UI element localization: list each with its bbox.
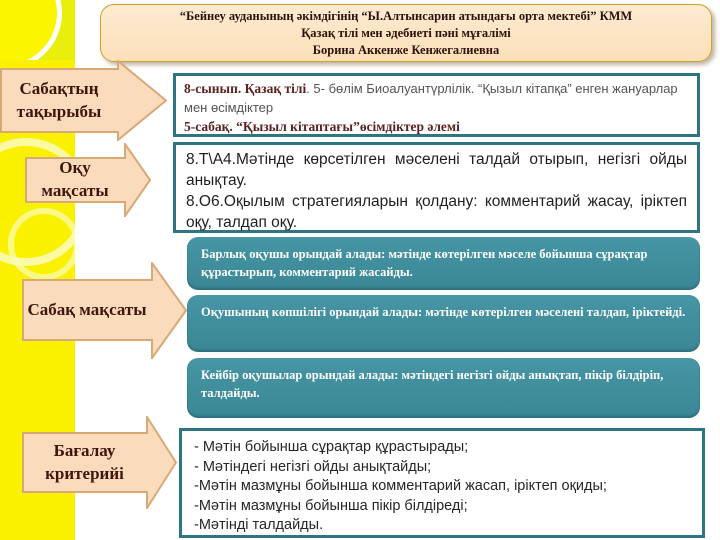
label-learning-goal-text: Оқу мақсаты — [41, 158, 109, 200]
header-box — [100, 4, 712, 62]
learning-goal-box — [173, 142, 700, 233]
topic-rest: . 5- бөлім Биоалуантүрлілік. “Қызыл кітапқа” енген жануарлар мен өсімдіктер — [184, 81, 678, 115]
topic-lead: 8-сынып. Қазақ тілі — [184, 81, 307, 96]
label-topic — [0, 60, 168, 141]
label-criteria — [22, 416, 177, 509]
lesson-goal-all-box: Барлық оқушы орындай алады: мәтінде көтерілген мәселе бойынша сұрақтар құрастырып, комментарий жасайды. — [187, 237, 700, 290]
topic-lesson-line: 5-сабақ. “Қызыл кітаптағы”өсімдіктер әлемі — [184, 119, 460, 134]
label-criteria-text: Бағалау критерийі — [45, 440, 124, 483]
criteria-line: -Мәтін мазмұны бойынша пікір білдіреді; — [194, 497, 468, 514]
header-line-subject: Қазақ тілі мен әдебиеті пәні мұғалімі — [301, 25, 511, 40]
criteria-line: - Мәтіндегі негізгі ойды анықтайды; — [194, 458, 432, 475]
header-line-teacher: Борина Аккенже Кенжегалиевна — [312, 42, 500, 57]
circle-arc-icon — [0, 0, 62, 60]
lesson-goal-most-box: Оқушының көпшілігі орындай алады: мәтінде көтерілген мәселені талдап, іріктейді. — [187, 295, 700, 352]
criteria-line: -Мәтінді талдайды. — [194, 517, 324, 533]
lesson-goal-some-box: Кейбір оқушылар орындай алады: мәтіндегі негізгі ойды анықтап, пікір білдіріп, талдайды. — [187, 358, 700, 418]
criteria-box — [179, 428, 705, 538]
learning-goal-item: 8.Т\А4.Мәтінде көрсетілген мәселені талдай отырып, негізгі ойды анықтау. — [186, 151, 687, 189]
topic-box — [173, 73, 700, 137]
learning-goal-item: 8.О6.Оқылым стратегияларын қолдану: комментарий жасау, іріктеп оқу, талдап оқу. — [186, 193, 687, 231]
label-learning-goal — [25, 143, 151, 217]
label-lesson-goal-text: Сабақ мақсаты — [27, 299, 147, 319]
header-line-school: “Бейнеу ауданының әкімдігінің “Ы.Алтынсарин атындағы орта мектебі” КММ — [179, 8, 633, 23]
criteria-line: -Мәтін мазмұны бойынша комментарий жасап, іріктеп оқиды; — [194, 478, 607, 494]
label-topic-text: Сабақтың тақырыбы — [16, 78, 102, 121]
sidebar-corner-decor — [0, 0, 75, 60]
criteria-line: - Мәтін бойынша сұрақтар құрастырады; — [194, 439, 469, 455]
label-lesson-goal — [22, 262, 187, 359]
